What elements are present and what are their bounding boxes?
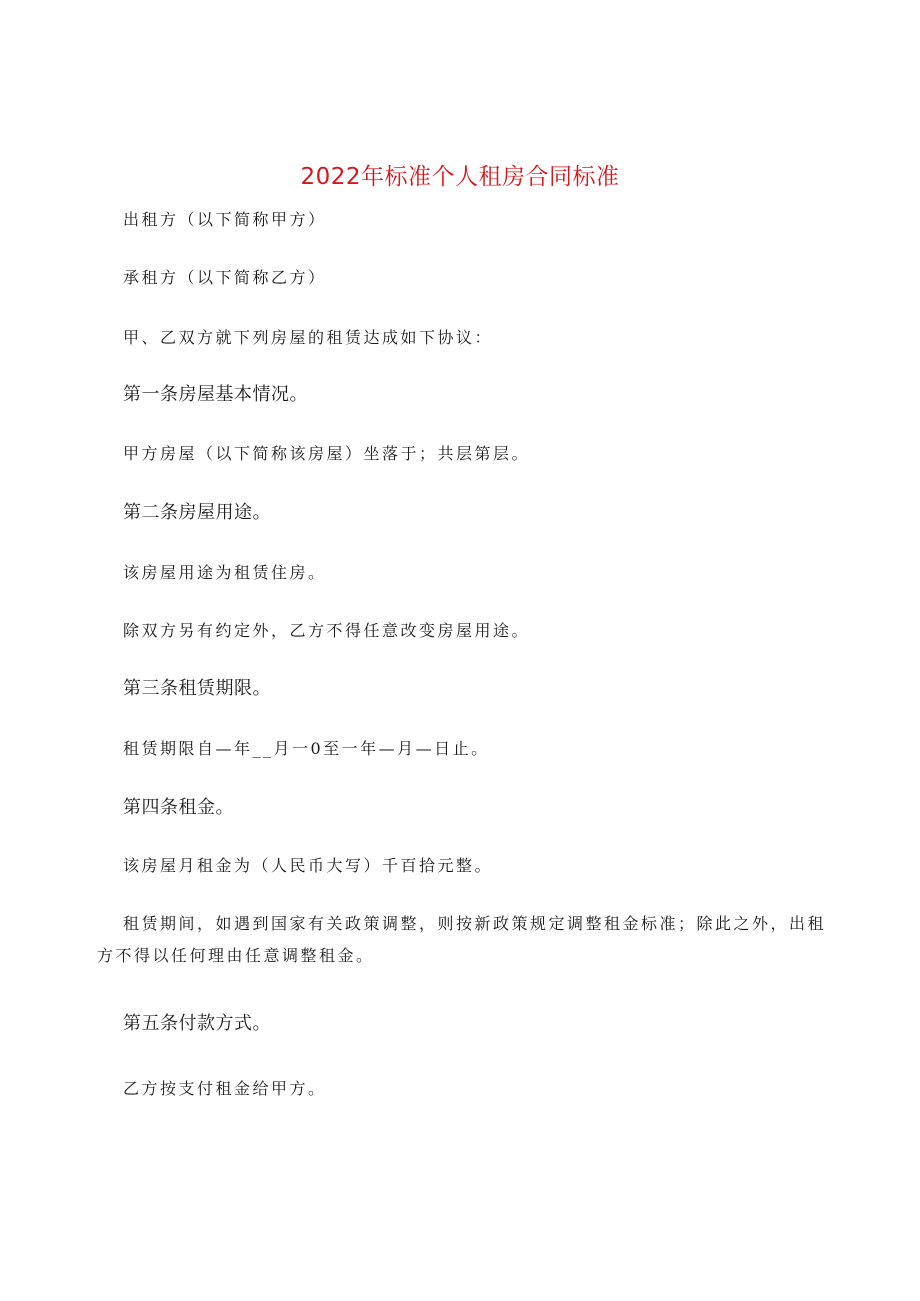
article-3-heading: 第三条租赁期限。 [123, 678, 271, 699]
article-2-text-2: 除双方另有约定外，乙方不得任意改变房屋用途。 [123, 621, 531, 640]
article-4-text-1: 该房屋月租金为（人民币大写）千百拾元整。 [123, 856, 494, 875]
document-title: 2022年标准个人租房合同标准 [300, 164, 620, 190]
article-4-heading: 第四条租金。 [123, 797, 234, 818]
article-5-text: 乙方按支付租金给甲方。 [123, 1079, 327, 1098]
article-1-heading: 第一条房屋基本情况。 [123, 384, 308, 405]
lessor-line: 出租方（以下简称甲方） [123, 210, 327, 229]
article-1-text: 甲方房屋（以下简称该房屋）坐落于；共层第层。 [123, 444, 531, 463]
article-2-text-1: 该房屋用途为租赁住房。 [123, 563, 327, 582]
article-4-text-2: 租赁期间，如遇到国家有关政策调整，则按新政策规定调整租金标准；除此之外，出租方不得以任何理由任意调整租金。 [97, 914, 827, 965]
article-3-text: 租赁期限自—年__月一0至一年—月—日止。 [123, 739, 490, 758]
lessee-line: 承租方（以下简称乙方） [123, 268, 327, 287]
article-2-heading: 第二条房屋用途。 [123, 502, 271, 523]
agreement-intro: 甲、乙双方就下列房屋的租赁达成如下协议： [123, 328, 494, 347]
article-5-heading: 第五条付款方式。 [123, 1013, 271, 1034]
